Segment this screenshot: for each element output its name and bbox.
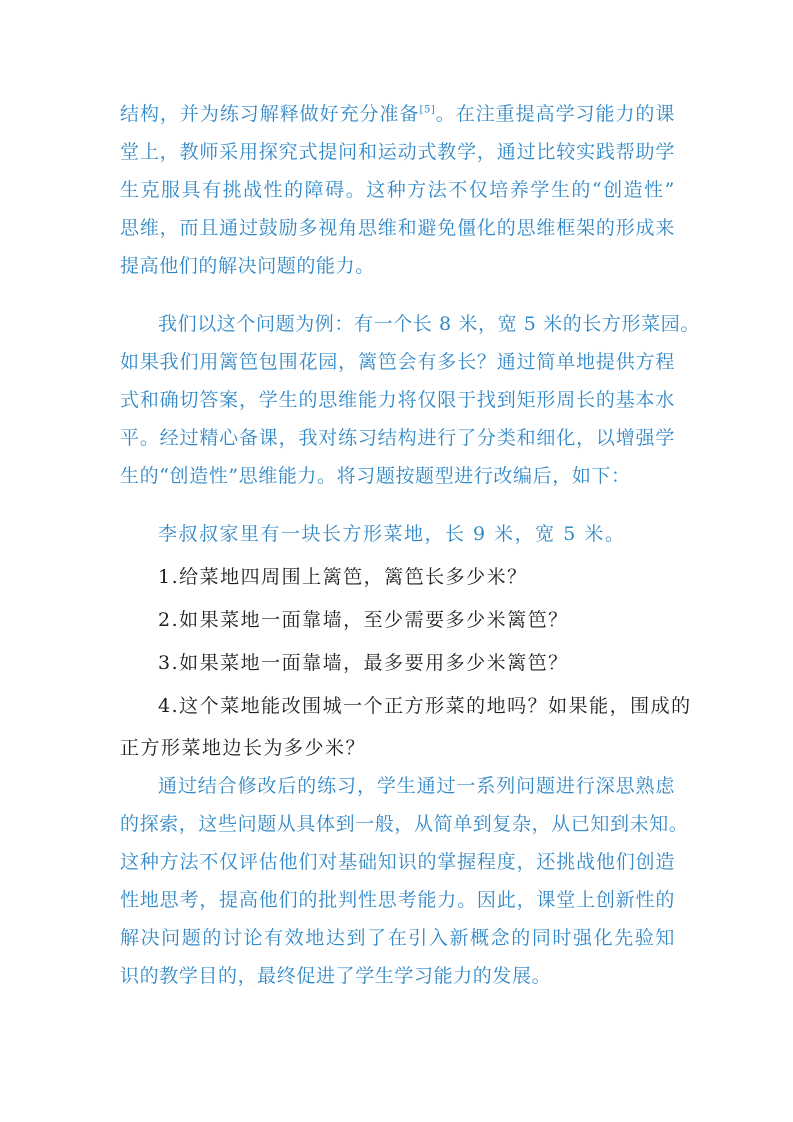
text-line: 性地思考，提高他们的批判性思考能力。因此，课堂上创新性的 <box>120 889 675 911</box>
exercise-intro: 李叔叔家里有一块长方形菜地，长 9 米，宽 5 米。 <box>158 523 626 545</box>
exercise-question-3: 3.如果菜地一面靠墙，最多要用多少米篱笆？ <box>158 652 569 674</box>
text-line: 如果我们用篱笆包围花园，篱笆会有多长？通过简单地提供方程 <box>120 351 675 373</box>
text-segment: 结构，并为练习解释做好充分准备 <box>120 103 420 125</box>
exercise-question-4: 4.这个菜地能改围城一个正方形菜的地吗？如果能，围成的 <box>158 695 692 717</box>
text-line: 提高他们的解决问题的能力。 <box>120 255 375 277</box>
text-line: 这种方法不仅评估他们对基础知识的掌握程度，还挑战他们创造 <box>120 851 675 873</box>
text-line: 的探索，这些问题从具体到一般，从简单到复杂，从已知到未知。 <box>120 813 689 835</box>
text-line: 生的“创造性”思维能力。将习题按题型进行改编后，如下： <box>120 465 631 487</box>
exercise-question-4-continued: 正方形菜地边长为多少米？ <box>120 737 367 759</box>
citation-mark: [5] <box>419 104 436 116</box>
text-segment: 。在注重提高学习能力的课 <box>435 103 675 125</box>
exercise-question-1: 1.给菜地四周围上篱笆，篱笆长多少米？ <box>158 566 528 588</box>
text-line: 平。经过精心备课，我对练习结构进行了分类和细化，以增强学 <box>120 427 675 449</box>
text-line: 堂上，教师采用探究式提问和运动式教学，通过比较实践帮助学 <box>120 141 675 163</box>
text-line: 生克服具有挑战性的障碍。这种方法不仅培养学生的“创造性” <box>120 179 675 201</box>
text-line: 通过结合修改后的练习，学生通过一系列问题进行深思熟虑 <box>158 775 675 797</box>
text-line: 思维，而且通过鼓励多视角思维和避免僵化的思维框架的形成来 <box>120 217 675 239</box>
text-line: 式和确切答案，学生的思维能力将仅限于找到矩形周长的基本水 <box>120 389 675 411</box>
exercise-question-2: 2.如果菜地一面靠墙，至少需要多少米篱笆？ <box>158 609 569 631</box>
text-line <box>120 95 675 133</box>
text-line: 解决问题的讨论有效地达到了在引入新概念的同时强化先验知 <box>120 927 675 949</box>
text-line: 识的教学目的，最终促进了学生学习能力的发展。 <box>120 965 552 987</box>
text-line: 我们以这个问题为例：有一个长 8 米，宽 5 米的长方形菜园。 <box>158 313 700 335</box>
